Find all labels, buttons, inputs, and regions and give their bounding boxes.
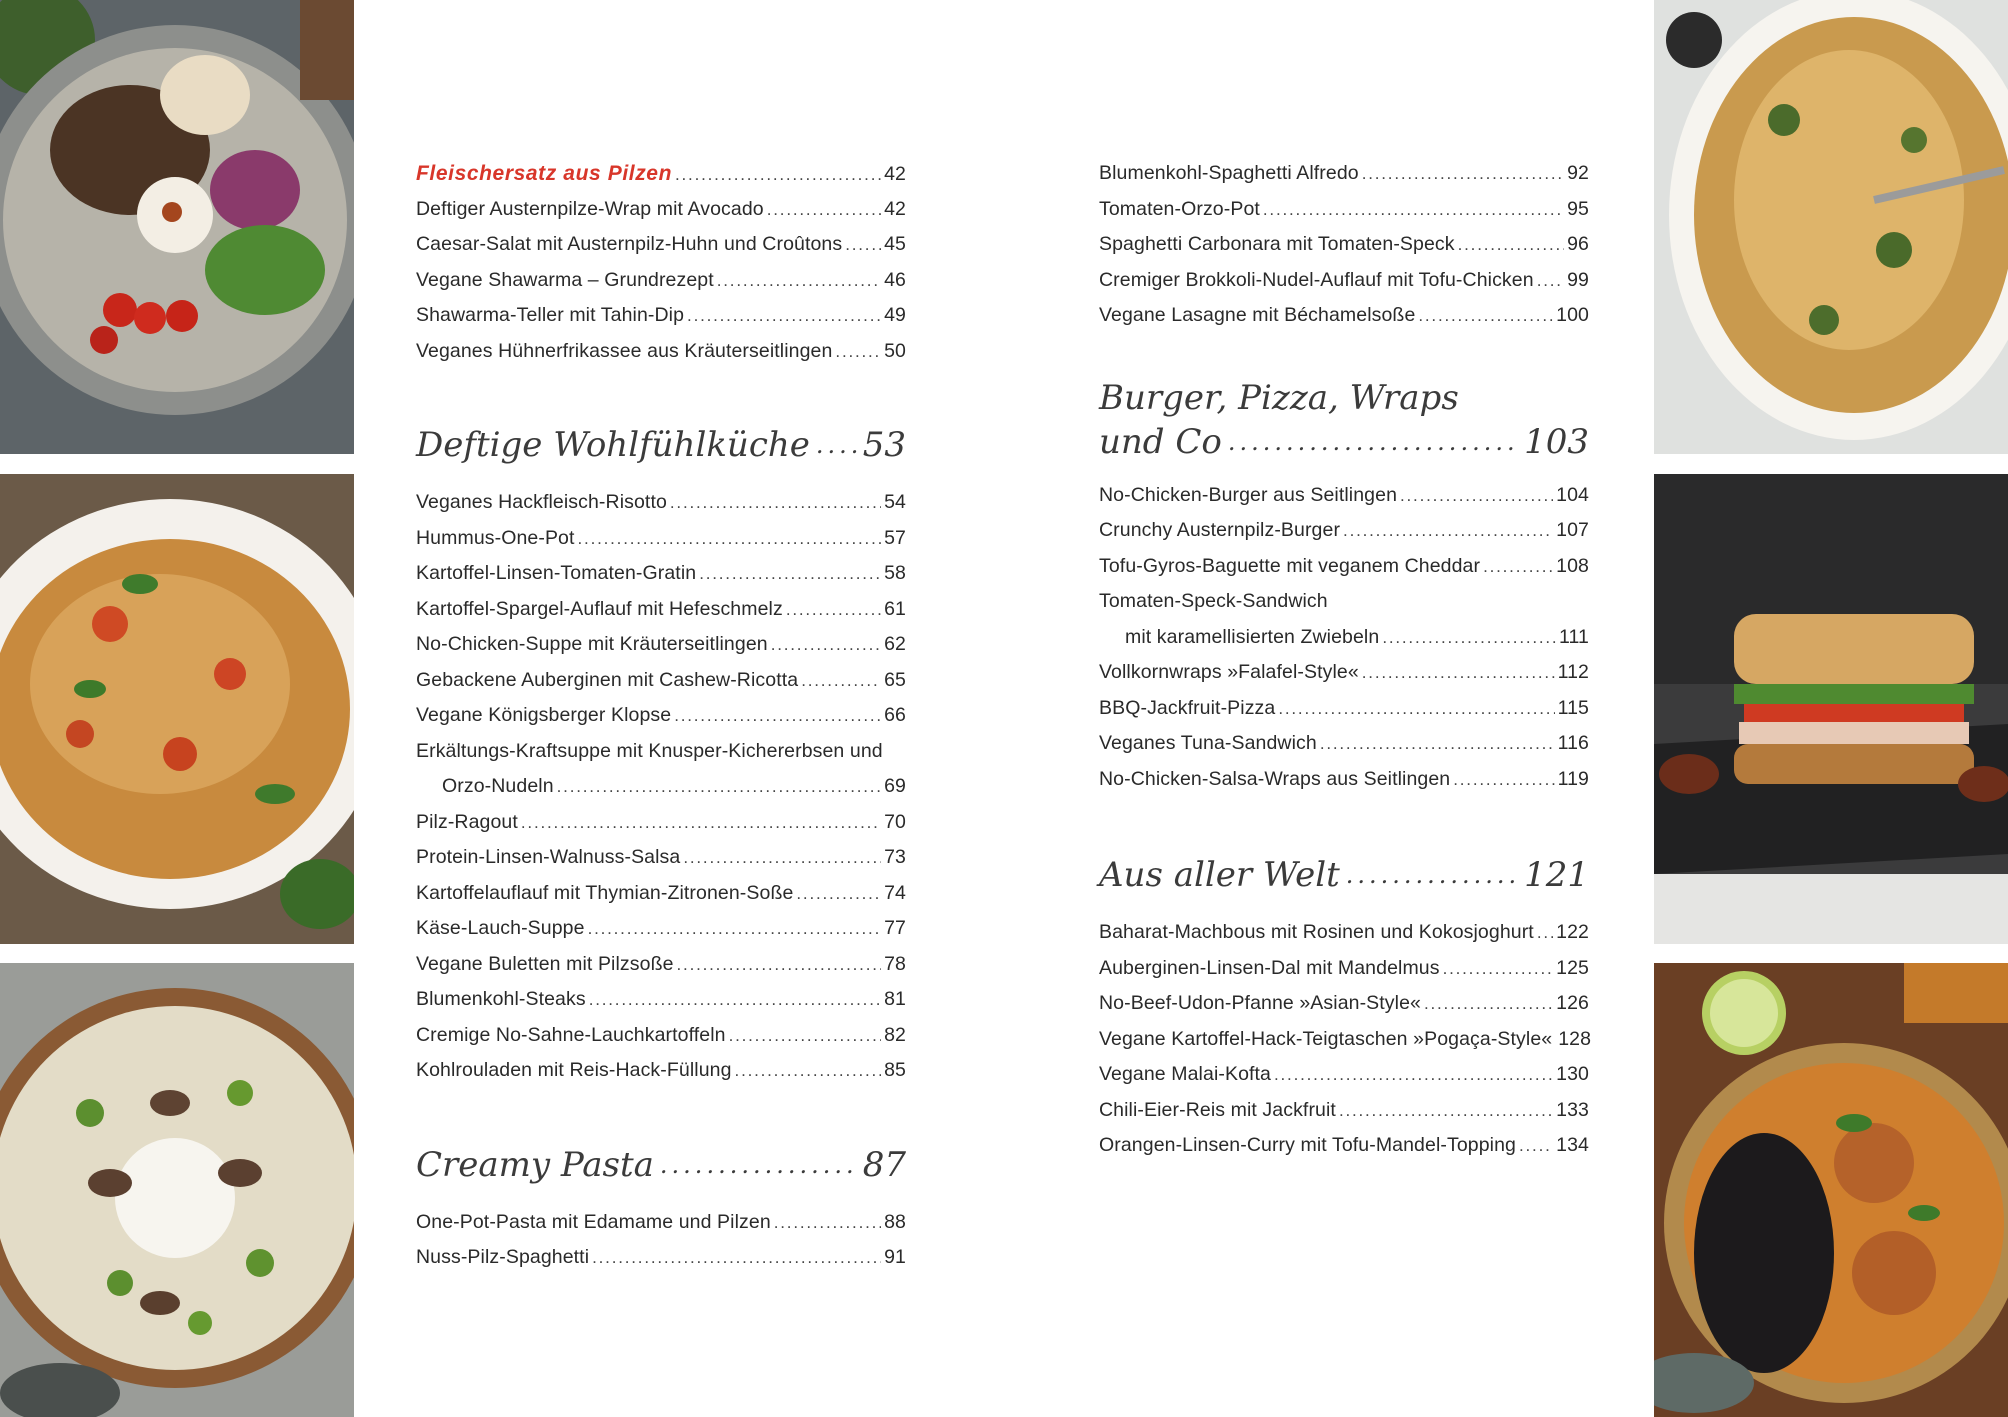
toc-entry[interactable]: Veganes Tuna-Sandwich ..... 116 (1099, 732, 1589, 768)
toc-entry[interactable]: Cremiger Brokkoli-Nudel-Auflauf mit Tofu-Chicken ..... 99 (1099, 269, 1589, 305)
toc-entry[interactable]: No-Chicken-Burger aus Seitlingen ..... 104 (1099, 484, 1589, 520)
toc-entry[interactable]: BBQ-Jackfruit-Pizza ..... 115 (1099, 697, 1589, 733)
toc-entry[interactable]: Käse-Lauch-Suppe ..... 77 (416, 917, 906, 953)
toc-entry[interactable]: No-Beef-Udon-Pfanne »Asian-Style« ..... 126 (1099, 992, 1589, 1028)
toc-section-heading-fleischersatz[interactable]: Fleischersatz aus Pilzen ..... 42 (416, 162, 906, 198)
toc-entry[interactable]: Tomaten-Speck-Sandwich (1099, 590, 1328, 612)
toc-entry[interactable]: mit karamellisierten Zwiebeln ..... 111 (1099, 626, 1589, 662)
toc-entry[interactable]: Vegane Lasagne mit Béchamelsoße ..... 100 (1099, 304, 1589, 340)
chapter-heading[interactable]: Deftige Wohlfühlküche ..... 53 (416, 417, 906, 465)
photo-broccoli-pasta-bake (1654, 0, 2008, 454)
toc-entry[interactable]: Tomaten-Orzo-Pot ..... 95 (1099, 198, 1589, 234)
toc-entry[interactable]: One-Pot-Pasta mit Edamame und Pilzen ..... 88 (416, 1211, 906, 1247)
toc-entry[interactable]: Shawarma-Teller mit Tahin-Dip ..... 49 (416, 304, 906, 340)
toc-entry[interactable]: Veganes Hühnerfrikassee aus Kräuterseitlingen ..... 50 (416, 340, 906, 376)
toc-entry[interactable]: Auberginen-Linsen-Dal mit Mandelmus ..... 125 (1099, 957, 1589, 993)
toc-entry[interactable]: Blumenkohl-Steaks ..... 81 (416, 988, 906, 1024)
photo-curry-kofta (1654, 963, 2008, 1417)
chapter-heading[interactable]: Creamy Pasta ..... 87 (416, 1137, 906, 1185)
toc-entry[interactable]: Vegane Buletten mit Pilzsoße ..... 78 (416, 953, 906, 989)
chapter-heading[interactable] (1099, 378, 1589, 462)
chapter-heading-line1: Burger, Pizza, Wraps (1099, 377, 1459, 418)
toc-entry[interactable]: Vollkornwraps »Falafel-Style« ..... 112 (1099, 661, 1589, 697)
toc-entry[interactable]: Spaghetti Carbonara mit Tomaten-Speck ..... 96 (1099, 233, 1589, 269)
toc-entry[interactable]: Tofu-Gyros-Baguette mit veganem Cheddar ..... 108 (1099, 555, 1589, 591)
toc-entry[interactable]: Deftiger Austernpilze-Wrap mit Avocado ..... 42 (416, 198, 906, 234)
toc-entry[interactable]: Pilz-Ragout ..... 70 (416, 811, 906, 847)
toc-entry[interactable]: Veganes Hackfleisch-Risotto ..... 54 (416, 491, 906, 527)
toc-entry[interactable]: No-Chicken-Salsa-Wraps aus Seitlingen ..... 119 (1099, 768, 1589, 804)
toc-entry[interactable]: Kohlrouladen mit Reis-Hack-Füllung ..... 85 (416, 1059, 906, 1095)
chapter-heading[interactable]: Aus aller Welt ..... 121 (1099, 847, 1589, 895)
toc-entry[interactable]: Crunchy Austernpilz-Burger ..... 107 (1099, 519, 1589, 555)
toc-entry[interactable]: Erkältungs-Kraftsuppe mit Knusper-Kichererbsen und (416, 739, 883, 762)
toc-entry[interactable]: Vegane Königsberger Klopse ..... 66 (416, 704, 906, 740)
chapter-heading-line2: und Co ..... 103 (1099, 420, 1589, 462)
photo-pasta-edamame (0, 963, 354, 1417)
toc-entry[interactable]: Gebackene Auberginen mit Cashew-Ricotta ..... 65 (416, 669, 906, 705)
toc-entry[interactable]: No-Chicken-Suppe mit Kräuterseitlingen ..... 62 (416, 633, 906, 669)
photo-sandwich (1654, 474, 2008, 944)
toc-entry[interactable]: Vegane Malai-Kofta ..... 130 (1099, 1063, 1589, 1099)
toc-entry[interactable]: Protein-Linsen-Walnuss-Salsa ..... 73 (416, 846, 906, 882)
toc-entry[interactable]: Chili-Eier-Reis mit Jackfruit ..... 133 (1099, 1099, 1589, 1135)
toc-entry[interactable]: Kartoffel-Spargel-Auflauf mit Hefeschmelz ..... 61 (416, 598, 906, 634)
toc-entry[interactable]: Kartoffel-Linsen-Tomaten-Gratin ..... 58 (416, 562, 906, 598)
toc-entry[interactable]: Vegane Kartoffel-Hack-Teigtaschen »Pogaça-Style« 128 (1099, 1027, 1592, 1050)
toc-entry[interactable]: Blumenkohl-Spaghetti Alfredo ..... 92 (1099, 162, 1589, 198)
toc-column-left (416, 162, 906, 1282)
toc-entry[interactable]: Vegane Shawarma – Grundrezept ..... 46 (416, 269, 906, 305)
toc-entry[interactable]: Hummus-One-Pot ..... 57 (416, 527, 906, 563)
photo-potato-gratin (0, 474, 354, 944)
toc-entry[interactable]: Kartoffelauflauf mit Thymian-Zitronen-Soße ..... 74 (416, 882, 906, 918)
toc-entry[interactable]: Baharat-Machbous mit Rosinen und Kokosjoghurt ..... 122 (1099, 921, 1589, 957)
toc-column-right (1099, 162, 1592, 1170)
toc-entry[interactable]: Orangen-Linsen-Curry mit Tofu-Mandel-Topping ..... 134 (1099, 1134, 1589, 1170)
toc-entry[interactable]: Cremige No-Sahne-Lauchkartoffeln ..... 82 (416, 1024, 906, 1060)
photo-mushroom-wrap-bowl (0, 0, 354, 454)
toc-entry[interactable]: Nuss-Pilz-Spaghetti ..... 91 (416, 1246, 906, 1282)
toc-entry[interactable]: Caesar-Salat mit Austernpilz-Huhn und Croûtons ..... 45 (416, 233, 906, 269)
toc-entry[interactable]: Orzo-Nudeln ..... 69 (416, 775, 906, 811)
